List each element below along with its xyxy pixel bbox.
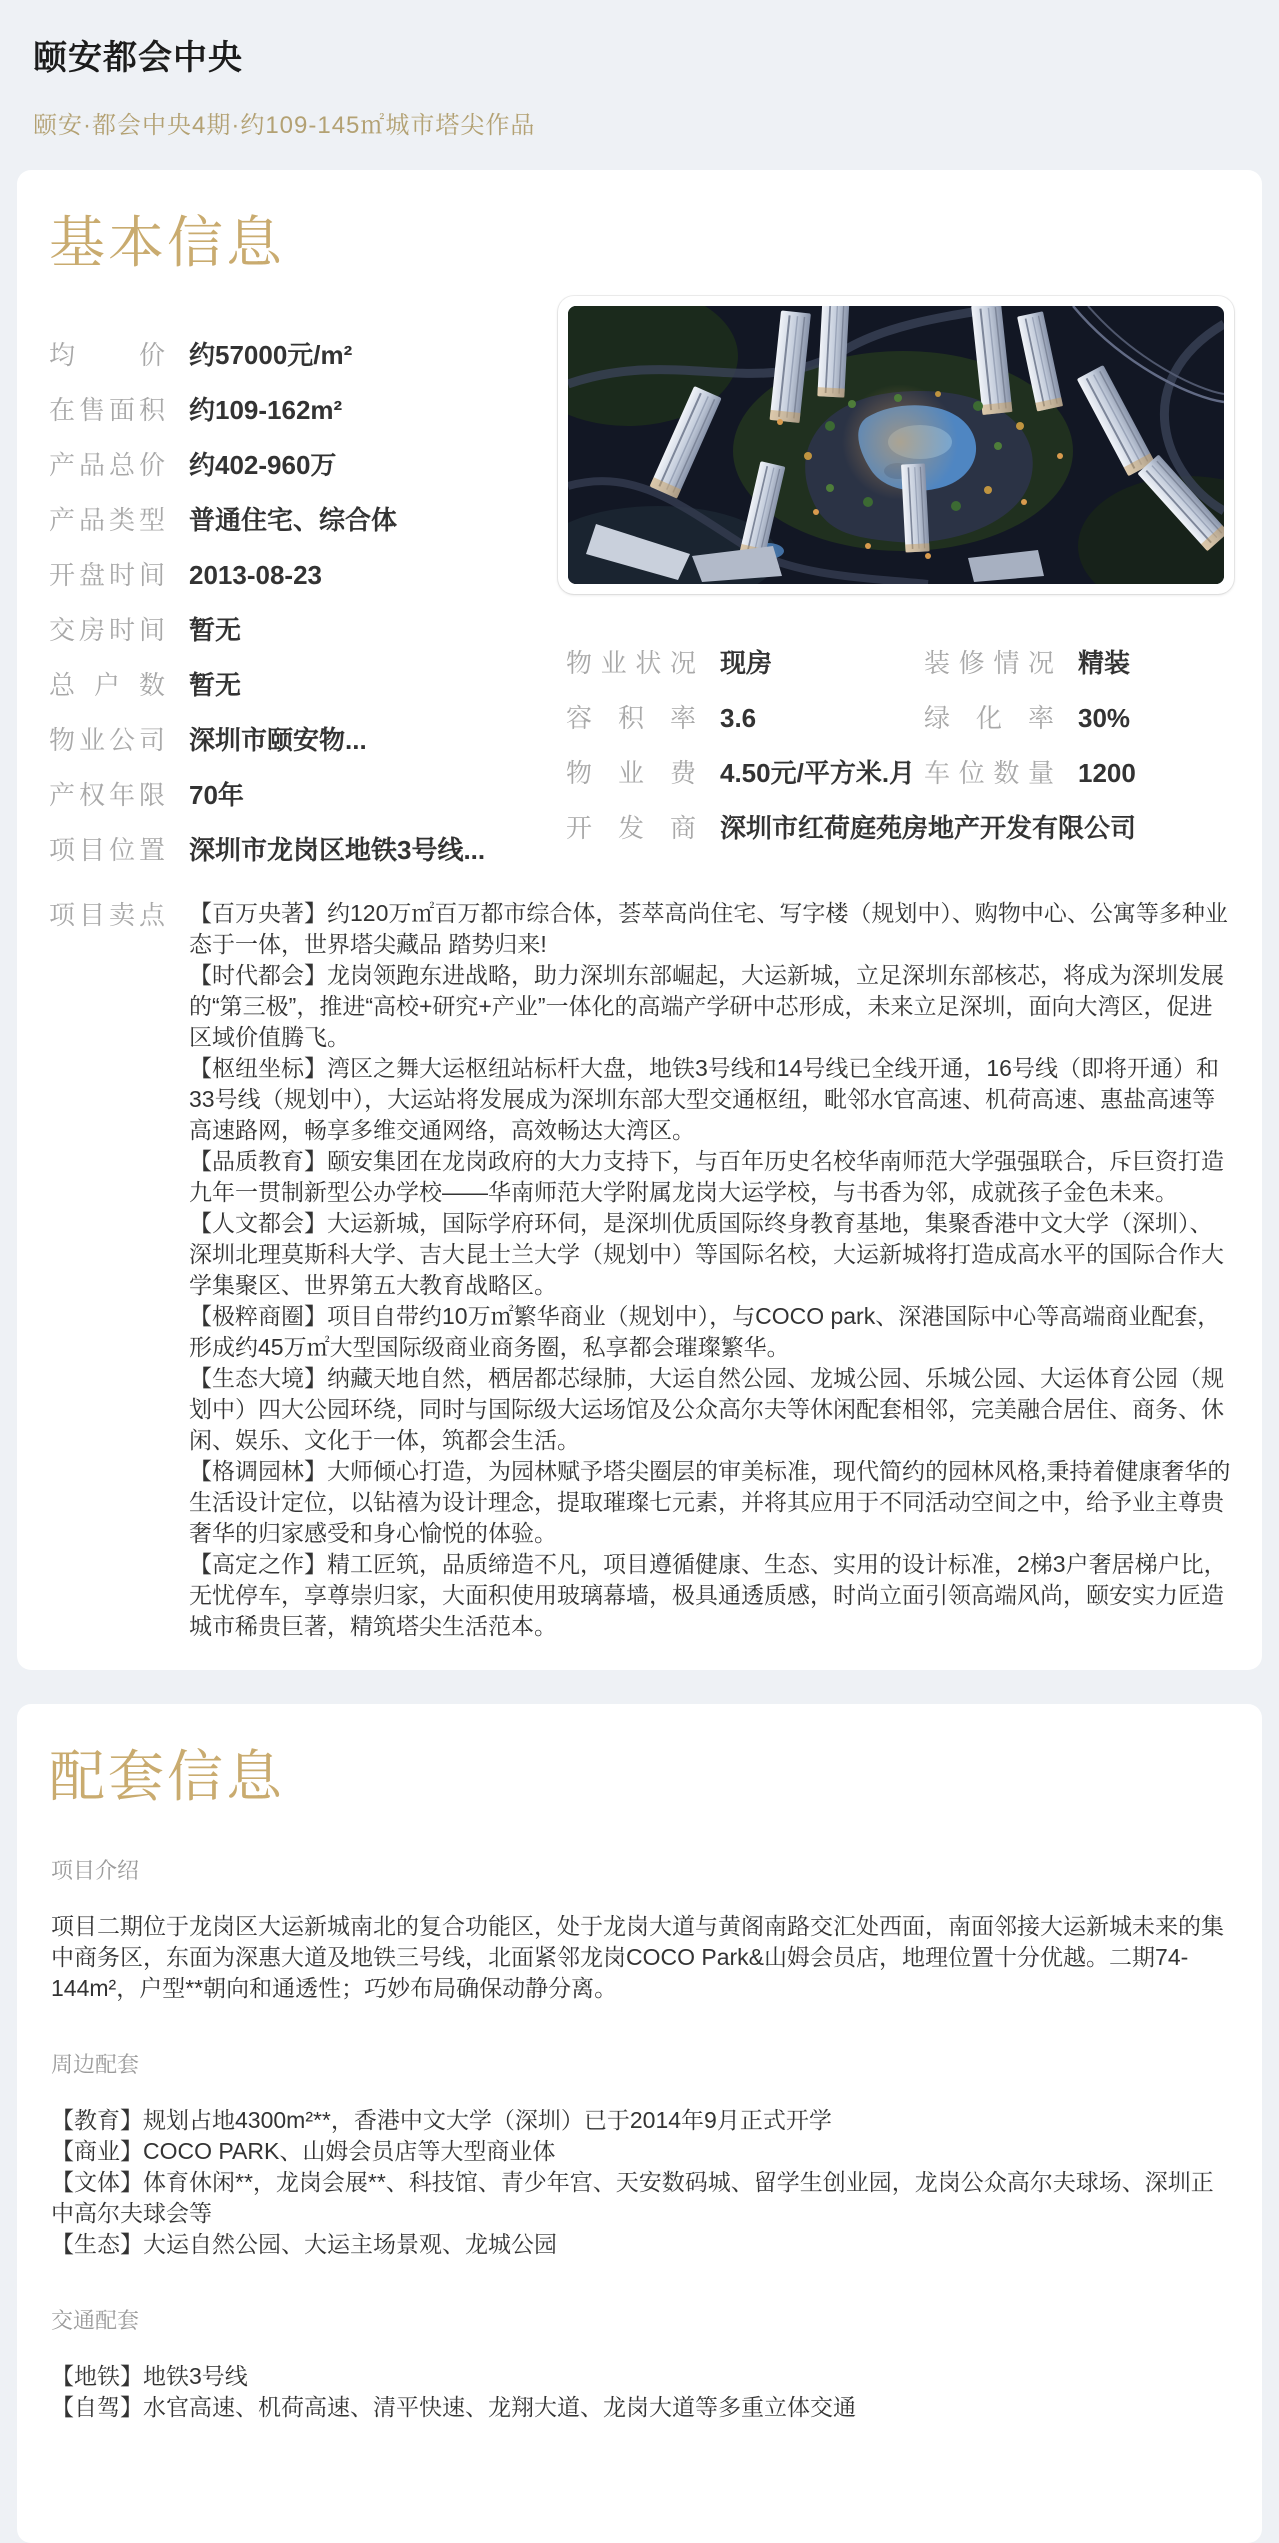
selling-point: 【枢纽坐标】湾区之舞大运枢纽站标杆大盘，地铁3号线和14号线已全线开通，16号线（即将开通）和33号线（规划中），大运站将发展成为深圳东部大型交通枢纽，毗邻水官高速、机荷高速、惠盐高速等高速路网，畅享多维交通网络，高效畅达大湾区。 bbox=[189, 1055, 1219, 1143]
field-label: 均价 bbox=[49, 340, 165, 370]
field-row-property-fee bbox=[566, 756, 924, 790]
field-row-decoration bbox=[924, 646, 1234, 680]
selling-point: 【高定之作】精工匠筑，品质缔造不凡，项目遵循健康、生态、实用的设计标准，2梯3户奢居梯户比，无忧停车，享尊崇归家，大面积使用玻璃幕墙，极具通透质感，时尚立面引领高端风尚，颐安实力匠造城市稀贵巨著，精筑塔尖生活范本。 bbox=[189, 1551, 1227, 1639]
field-label: 物业状况 bbox=[566, 648, 696, 678]
list-item: 【教育】规划占地4300m²**，香港中文大学（深圳）已于2014年9月正式开学 bbox=[51, 2107, 832, 2133]
field-label: 车位数量 bbox=[924, 758, 1054, 788]
field-label: 产品总价 bbox=[49, 450, 165, 480]
field-label: 装修情况 bbox=[924, 648, 1054, 678]
field-row-product-type bbox=[49, 503, 532, 537]
paragraph: 项目二期位于龙岗区大运新城南北的复合功能区，处于龙岗大道与黄阁南路交汇处西面，南面邻接大运新城未来的集中商务区，东面为深惠大道及地铁三号线，北面紧邻龙岗COCO Park&山姆会员店，地理位置十分优越。二期74-144m²，户型**朝向和通透性；巧妙布局确保动静分离。 bbox=[51, 1913, 1224, 2001]
field-row-greening-rate bbox=[924, 701, 1234, 735]
field-row-delivery-date bbox=[49, 613, 532, 647]
field-value-truncated: 深圳市颐安物... bbox=[189, 725, 367, 755]
field-label: 物业费 bbox=[566, 758, 696, 788]
nearby-facilities-heading: 周边配套 bbox=[51, 2052, 140, 2077]
basic-info-card bbox=[17, 170, 1262, 1670]
field-value: 精装 bbox=[1078, 648, 1131, 678]
field-value: 2013-08-23 bbox=[189, 560, 322, 590]
selling-point: 【人文都会】大运新城，国际学府环伺，是深圳优质国际终身教育基地，集聚香港中文大学（深圳）、深圳北理莫斯科大学、吉大昆士兰大学（规划中）等国际名校，大运新城将打造成高水平的国际合作大学集聚区、世界第五大教育战略区。 bbox=[189, 1210, 1224, 1298]
field-label: 项目位置 bbox=[49, 835, 165, 865]
field-value: 暂无 bbox=[189, 615, 242, 645]
field-value: 暂无 bbox=[189, 670, 242, 700]
field-row-ownership-years bbox=[49, 778, 532, 812]
field-label: 总户数 bbox=[49, 670, 165, 700]
selling-point: 【品质教育】颐安集团在龙岗政府的大力支持下，与百年历史名校华南师范大学强强联合，斥巨资打造九年一贯制新型公办学校——华南师范大学附属龙岗大运学校，与书香为邻，成就孩子金色未来。 bbox=[189, 1148, 1224, 1205]
field-row-property-status bbox=[566, 646, 924, 680]
field-label: 物业公司 bbox=[49, 725, 165, 755]
selling-points-label: 项目卖点 bbox=[49, 900, 165, 930]
page-title: 颐安都会中央 bbox=[33, 39, 243, 77]
field-value: 深圳市红荷庭苑房地产开发有限公司 bbox=[720, 813, 1137, 843]
list-item: 【文体】体育休闲**，龙岗会展**、科技馆、青少年宫、天安数码城、留学生创业园，龙岗公众高尔夫球场、深圳正中高尔夫球会等 bbox=[51, 2169, 1214, 2226]
project-aerial-rendering-image bbox=[568, 306, 1224, 584]
field-value: 30% bbox=[1078, 703, 1131, 733]
selling-point: 【生态大境】纳藏天地自然，栖居都芯绿肺，大运自然公园、龙城公园、乐城公园、大运体育公园（规划中）四大公园环绕，同时与国际级大运场馆及公众高尔夫等休闲配套相邻，完美融合居住、商务、休闲、娱乐、文化于一体，筑都会生活。 bbox=[189, 1365, 1224, 1453]
page-subtitle: 颐安·都会中央4期·约109-145㎡城市塔尖作品 bbox=[33, 112, 536, 139]
field-row-developer bbox=[566, 811, 1234, 845]
field-value: 现房 bbox=[720, 648, 773, 678]
field-value: 约57000元/m² bbox=[189, 340, 353, 370]
list-item: 【地铁】地铁3号线 bbox=[51, 2363, 248, 2389]
traffic-facilities-heading: 交通配套 bbox=[51, 2308, 140, 2333]
list-item: 【生态】大运自然公园、大运主场景观、龙城公园 bbox=[51, 2231, 557, 2257]
list-item: 【自驾】水官高速、机荷高速、清平快速、龙翔大道、龙岗大道等多重立体交通 bbox=[51, 2394, 856, 2420]
project-intro-heading: 项目介绍 bbox=[51, 1858, 140, 1883]
field-value: 普通住宅、综合体 bbox=[189, 505, 398, 535]
field-row-plot-ratio bbox=[566, 701, 924, 735]
selling-point: 【格调园林】大师倾心打造，为园林赋予塔尖圈层的审美标准，现代简约的园林风格,秉持着健康奢华的生活设计定位，以钻禧为设计理念，提取璀璨七元素，并将其应用于不同活动空间之中，给予业主尊贵奢华的归家感受和身心愉悦的体验。 bbox=[189, 1458, 1231, 1546]
field-value: 4.50元/平方米.月 bbox=[720, 758, 916, 788]
field-value: 约109-162m² bbox=[189, 395, 343, 425]
field-row-area-on-sale bbox=[49, 393, 532, 427]
field-value: 3.6 bbox=[720, 703, 757, 733]
field-row-parking-count bbox=[924, 756, 1234, 790]
selling-points-row bbox=[45, 898, 1234, 1642]
list-item: 【商业】COCO PARK、山姆会员店等大型商业体 bbox=[51, 2138, 556, 2164]
field-label: 产品类型 bbox=[49, 505, 165, 535]
field-row-average-price bbox=[49, 338, 532, 372]
basic-info-section-title: 基本信息 bbox=[49, 211, 285, 274]
selling-point: 【时代都会】龙岗领跑东进战略，助力深圳东部崛起，大运新城，立足深圳东部核芯，将成为深圳发展的“第三极”，推进“高校+研究+产业”一体化的高端产学研中芯形成，未来立足深圳，面向大湾区，促进区域价值腾飞。 bbox=[189, 962, 1224, 1050]
field-row-total-price bbox=[49, 448, 532, 482]
project-photo[interactable] bbox=[558, 296, 1234, 594]
field-row-property-company bbox=[49, 723, 532, 757]
nearby-facilities-list bbox=[51, 2105, 1234, 2260]
field-value: 1200 bbox=[1078, 758, 1136, 788]
field-value-truncated: 深圳市龙岗区地铁3号线... bbox=[189, 835, 486, 865]
field-label: 在售面积 bbox=[49, 395, 165, 425]
selling-points-text bbox=[189, 898, 1234, 1642]
facilities-section-title: 配套信息 bbox=[49, 1745, 285, 1808]
field-label: 开发商 bbox=[566, 813, 696, 843]
field-label: 容积率 bbox=[566, 703, 696, 733]
selling-point: 【极粹商圈】项目自带约10万㎡繁华商业（规划中），与COCO park、深港国际中心等高端商业配套，形成约45万㎡大型国际级商业商务圈，私享都会璀璨繁华。 bbox=[189, 1303, 1221, 1360]
selling-point: 【百万央著】约120万㎡百万都市综合体，荟萃高尚住宅、写字楼（规划中）、购物中心、公寓等多种业态于一体，世界塔尖藏品 踏势归来! bbox=[189, 900, 1228, 957]
facilities-card bbox=[17, 1704, 1262, 2543]
field-label: 开盘时间 bbox=[49, 560, 165, 590]
basic-info-grid bbox=[45, 290, 1234, 888]
field-label: 绿化率 bbox=[924, 703, 1054, 733]
field-row-total-households bbox=[49, 668, 532, 702]
field-value: 70年 bbox=[189, 780, 244, 810]
field-row-opening-date bbox=[49, 558, 532, 592]
field-label: 产权年限 bbox=[49, 780, 165, 810]
basic-info-fields-left bbox=[45, 290, 532, 888]
basic-info-right-column bbox=[558, 290, 1234, 845]
traffic-facilities-list bbox=[51, 2361, 1234, 2423]
field-label: 交房时间 bbox=[49, 615, 165, 645]
field-value: 约402-960万 bbox=[189, 450, 337, 480]
project-intro-text bbox=[51, 1911, 1234, 2004]
basic-info-fields-right bbox=[558, 646, 1234, 845]
field-row-project-location bbox=[49, 833, 532, 867]
